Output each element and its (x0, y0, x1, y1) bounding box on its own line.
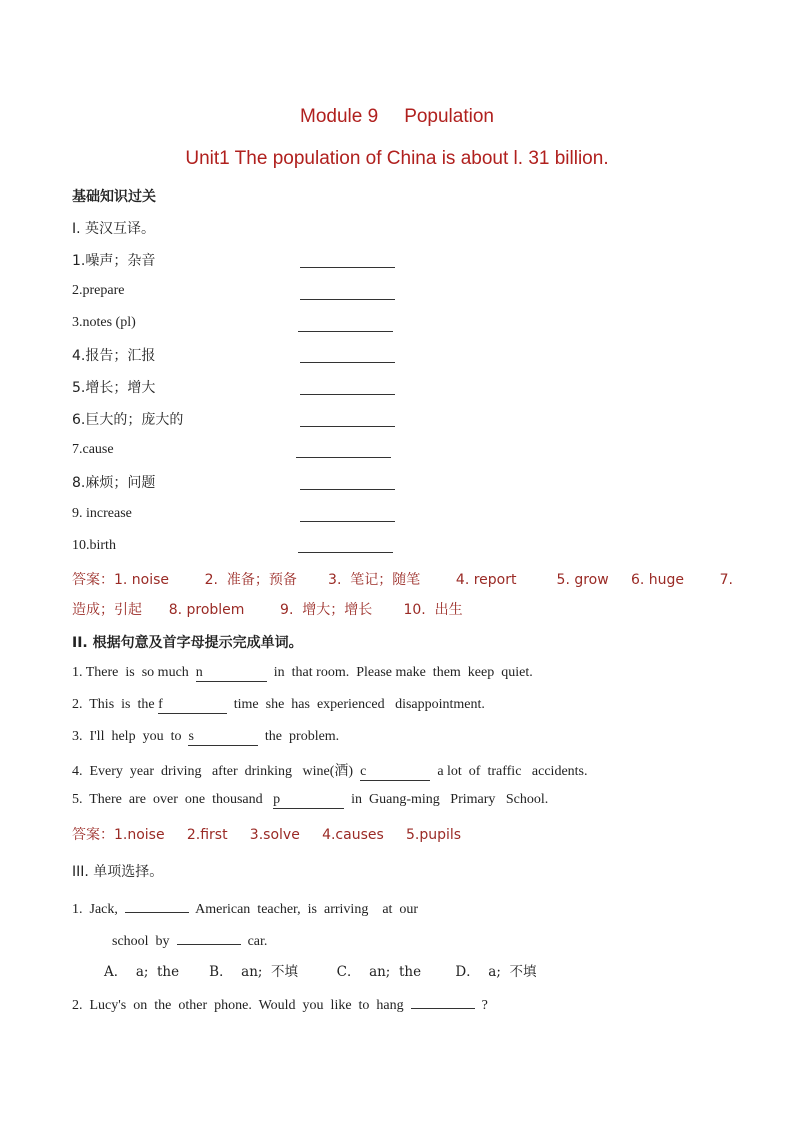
part1-item-4: 4.报告；汇报 (72, 348, 156, 364)
part3-q1-after: American teacher, is arriving at our (188, 902, 419, 917)
hint-letter: s (188, 729, 194, 744)
part2-item-3 (72, 729, 339, 746)
part2-item-3-before: 3. I'll help you to (72, 729, 189, 744)
part2-item-2-blank[interactable] (158, 697, 227, 714)
part2-item-3-blank[interactable] (188, 729, 257, 746)
part2-item-1-after: in that room. Please make them keep quiet. (266, 665, 533, 680)
part2-item-4-before: 4. Every year driving after drinking wine(酒) (72, 764, 361, 779)
part1-item-6: 6.巨大的；庞大的 (72, 412, 184, 428)
part1-item-3: 3.notes (pl) (72, 315, 136, 330)
hint-letter: n (195, 665, 203, 680)
section-basic-heading: 基础知识过关 (72, 189, 156, 205)
answer-blank-3[interactable] (298, 331, 393, 332)
part3-q1-line1 (72, 898, 418, 918)
answer-blank-7[interactable] (296, 457, 391, 458)
module-topic: Population (404, 106, 494, 127)
part2-item-4-after: a lot of traffic accidents. (430, 764, 588, 779)
part1-item-1: 1.噪声；杂音 (72, 253, 156, 269)
part1-answers-line1: 答案：1. noise 2. 准备；预备 3. 笔记；随笔 4. report 5. grow 6. huge 7. (72, 572, 733, 588)
answer-blank-1[interactable] (300, 267, 395, 268)
part3-q1-line2 (112, 930, 267, 950)
answer-blank-10[interactable] (298, 552, 393, 553)
answer-blank-4[interactable] (300, 362, 395, 363)
part3-q2-blank[interactable] (411, 994, 475, 1009)
module-label: Module 9 (300, 106, 379, 127)
part1-item-5: 5.增长；增大 (72, 380, 156, 396)
answer-blank-6[interactable] (300, 426, 395, 427)
hint-letter: c (360, 764, 367, 779)
answer-blank-2[interactable] (300, 299, 395, 300)
answer-blank-9[interactable] (300, 521, 395, 522)
part3-q1-before: 1. Jack, (72, 902, 125, 917)
hint-letter: f (158, 697, 163, 712)
part2-item-3-after: the problem. (257, 729, 340, 744)
part1-item-9: 9. increase (72, 506, 132, 521)
part1-item-7: 7.cause (72, 442, 114, 457)
part2-item-1 (72, 665, 533, 682)
part2-item-4-blank[interactable] (360, 764, 430, 781)
part2-item-5 (72, 792, 548, 809)
part1-heading: I. 英汉互译。 (72, 221, 156, 237)
part2-item-2-after: time she has experienced disappointment. (226, 697, 485, 712)
part3-q1-blank-1[interactable] (125, 898, 189, 913)
answer-blank-8[interactable] (300, 489, 395, 490)
part2-item-5-blank[interactable] (273, 792, 344, 809)
part3-q1-line2-before: school by (112, 934, 177, 949)
part3-q2 (72, 994, 488, 1014)
module-title (0, 106, 794, 128)
part2-item-5-after: in Guang-ming Primary School. (344, 792, 549, 807)
unit-title: Unit1 The population of China is about l. 31 billion. (185, 148, 609, 169)
part2-item-2-before: 2. This is the (72, 697, 159, 712)
part3-heading: III. 单项选择。 (72, 864, 164, 880)
part1-answers-line2: 造成；引起 8. problem 9. 增大；增长 10. 出生 (72, 602, 463, 618)
part2-item-1-blank[interactable] (196, 665, 267, 682)
part2-item-5-before: 5. There are over one thousand (72, 792, 274, 807)
part3-q2-after: ? (474, 998, 488, 1013)
part2-item-1-before: 1. There is so much (72, 665, 196, 680)
part3-q1-blank-2[interactable] (177, 930, 241, 945)
part2-answers: 答案：1.noise 2.first 3.solve 4.causes 5.pupils (72, 827, 462, 843)
part3-q1-options[interactable]: A． a; the B． an; 不填 C． an; the D． a; 不填 (104, 964, 537, 980)
part2-item-2 (72, 697, 485, 714)
part1-item-2: 2.prepare (72, 283, 125, 298)
part3-q1-line2-after: car. (240, 934, 268, 949)
answer-blank-5[interactable] (300, 394, 395, 395)
part2-item-4 (72, 760, 588, 781)
hint-letter: p (273, 792, 281, 807)
part1-item-10: 10.birth (72, 538, 116, 553)
part3-q2-before: 2. Lucy's on the other phone. Would you like to hang (72, 998, 411, 1013)
part2-heading: II. 根据句意及首字母提示完成单词。 (72, 635, 303, 651)
part1-item-8: 8.麻烦；问题 (72, 475, 156, 491)
